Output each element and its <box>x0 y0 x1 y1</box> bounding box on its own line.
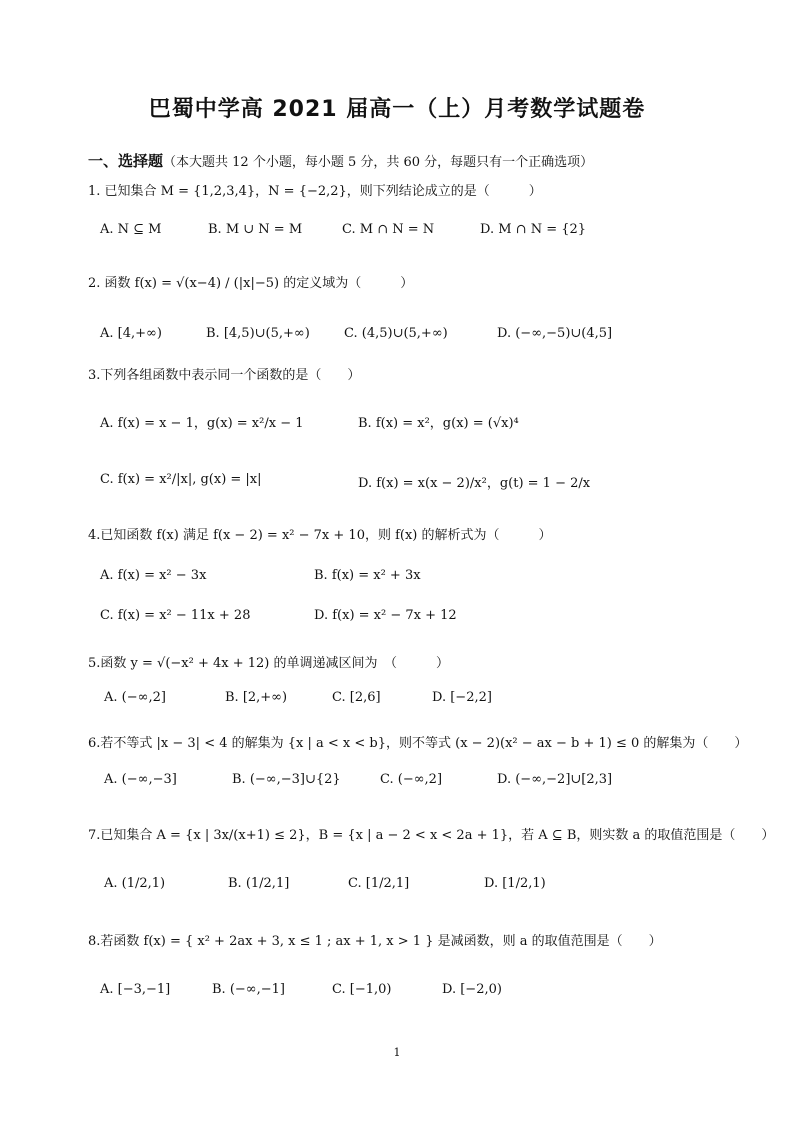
question-6-option-a: A. (−∞,−3] <box>104 772 177 787</box>
question-6-option-d: D. (−∞,−2]∪[2,3] <box>497 772 613 787</box>
question-4-option-d: D. f(x) = x² − 7x + 12 <box>314 608 457 623</box>
section-heading <box>88 150 593 171</box>
question-2-option-a: A. [4,+∞) <box>100 326 162 341</box>
question-5-option-b: B. [2,+∞) <box>225 690 288 705</box>
question-7-option-d: D. [1/2,1) <box>484 876 546 891</box>
question-1-option-b: B. M ∪ N = M <box>208 222 303 237</box>
question-7-option-c: C. [1/2,1] <box>348 876 410 891</box>
question-4-option-b: B. f(x) = x² + 3x <box>314 568 421 583</box>
question-3-option-c: C. f(x) = x²/|x|, g(x) = |x| <box>100 472 262 487</box>
question-7-stem: 7.已知集合 A = {x | 3x/(x+1) ≤ 2}，B = {x | a − 2 < x < 2a + 1}，若 A ⊆ B，则实数 a 的取值范围是（ ） <box>88 828 775 843</box>
page-number: 1 <box>393 1046 401 1059</box>
question-7-option-b: B. (1/2,1] <box>228 876 290 891</box>
question-7-option-a: A. (1/2,1) <box>104 876 166 891</box>
question-1-option-c: C. M ∩ N = N <box>342 222 435 237</box>
question-2-option-d: D. (−∞,−5)∪(4,5] <box>497 326 613 341</box>
question-3-option-b: B. f(x) = x²，g(x) = (√x)⁴ <box>358 416 519 431</box>
question-8-option-b: B. (−∞,−1] <box>212 982 285 997</box>
question-1-stem: 1. 已知集合 M = {1,2,3,4}，N = {−2,2}，则下列结论成立的是（ ） <box>88 184 542 199</box>
question-6-stem: 6.若不等式 |x − 3| < 4 的解集为 {x | a < x < b}，则不等式 (x − 2)(x² − ax − b + 1) ≤ 0 的解集为（ ） <box>88 736 748 751</box>
section-title: 一、选择题 <box>88 152 164 170</box>
question-8-option-c: C. [−1,0) <box>332 982 392 997</box>
question-8-option-d: D. [−2,0) <box>442 982 502 997</box>
page-title: 巴蜀中学高 2021 届高一（上）月考数学试题卷 <box>148 97 646 122</box>
question-1-option-a: A. N ⊆ M <box>100 222 162 237</box>
question-2-stem: 2. 函数 f(x) = √(x−4) / (|x|−5) 的定义域为（ ） <box>88 276 414 291</box>
question-8-stem: 8.若函数 f(x) = { x² + 2ax + 3, x ≤ 1 ; ax + 1, x > 1 } 是减函数，则 a 的取值范围是（ ） <box>88 934 662 949</box>
question-2-option-b: B. [4,5)∪(5,+∞) <box>206 326 310 341</box>
question-4-option-a: A. f(x) = x² − 3x <box>100 568 207 583</box>
question-3-stem: 3.下列各组函数中表示同一个函数的是（ ） <box>88 368 361 383</box>
question-3-option-d: D. f(x) = x(x − 2)/x²，g(t) = 1 − 2/x <box>358 476 591 491</box>
question-5-stem: 5.函数 y = √(−x² + 4x + 12) 的单调递减区间为 （ ） <box>88 656 449 671</box>
section-note: （本大题共 12 个小题，每小题 5 分，共 60 分，每题只有一个正确选项） <box>163 155 594 170</box>
question-5-option-c: C. [2,6] <box>332 690 381 705</box>
question-2-option-c: C. (4,5)∪(5,+∞) <box>344 326 448 341</box>
question-6-option-b: B. (−∞,−3]∪{2} <box>232 772 341 787</box>
question-4-stem: 4.已知函数 f(x) 满足 f(x − 2) = x² − 7x + 10，则 f(x) 的解析式为（ ） <box>88 528 552 543</box>
question-8-option-a: A. [−3,−1] <box>100 982 171 997</box>
question-1-option-d: D. M ∩ N = {2} <box>480 222 587 237</box>
question-3-option-a: A. f(x) = x − 1，g(x) = x²/x − 1 <box>100 416 304 431</box>
question-5-option-d: D. [−2,2] <box>432 690 492 705</box>
question-5-option-a: A. (−∞,2] <box>104 690 166 705</box>
question-6-option-c: C. (−∞,2] <box>380 772 443 787</box>
question-4-option-c: C. f(x) = x² − 11x + 28 <box>100 608 251 623</box>
